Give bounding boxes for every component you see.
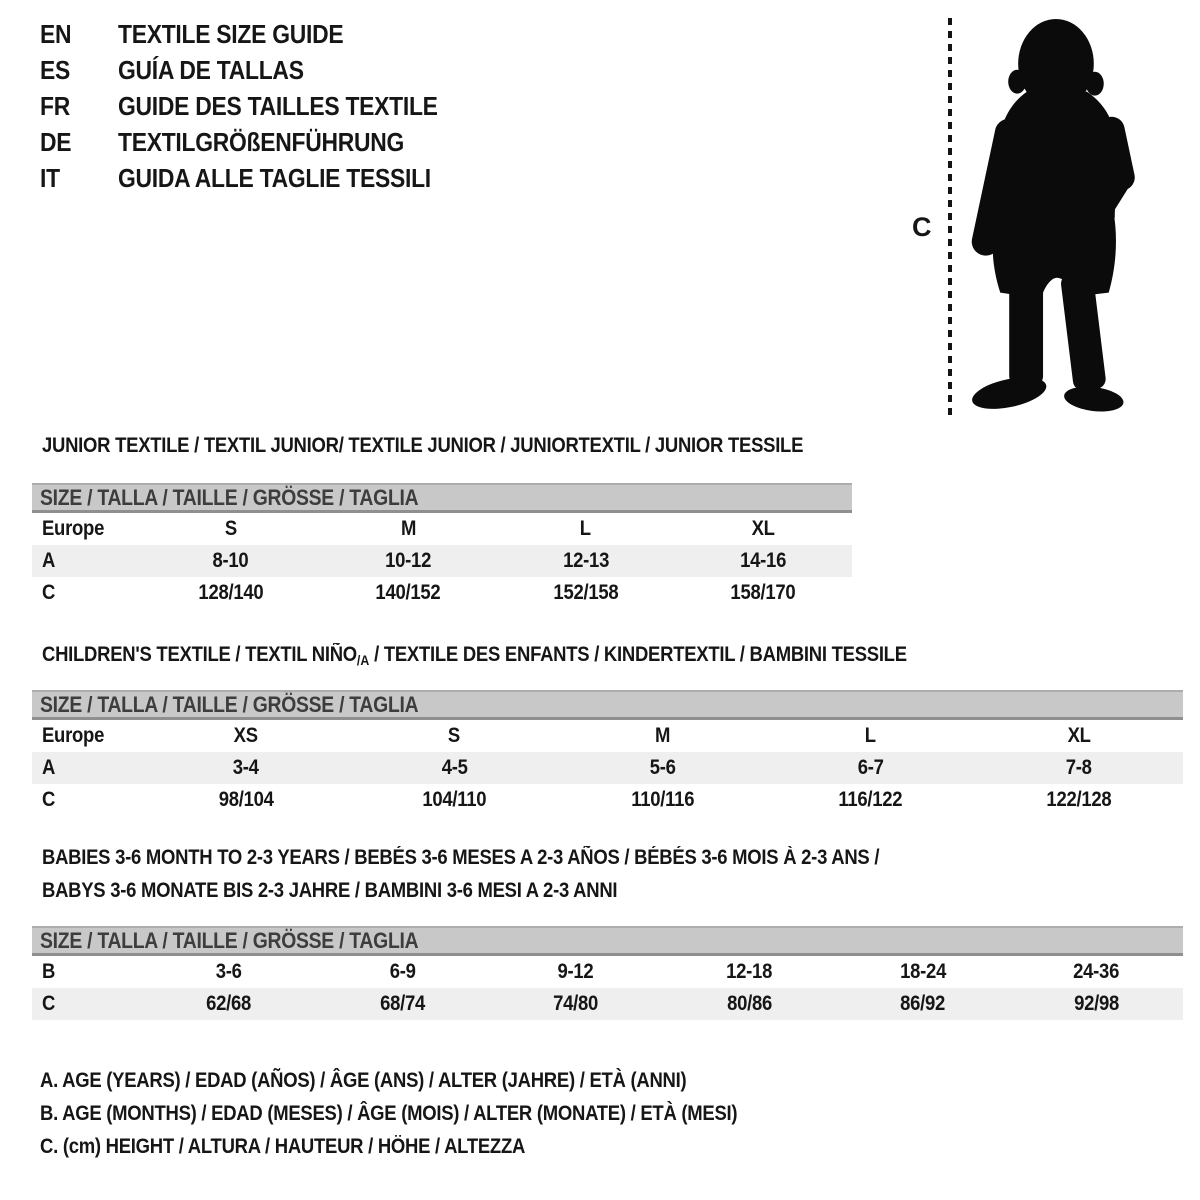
- age-months-cell: 12-18: [726, 960, 773, 983]
- language-title: TEXTILE SIZE GUIDE: [118, 18, 344, 49]
- age-months-cell: 6-9: [389, 960, 416, 983]
- size-header: SIZE / TALLA / TAILLE / GRÖSSE / TAGLIA: [40, 484, 419, 510]
- size-cell: L: [580, 517, 592, 540]
- height-cell: 128/140: [198, 581, 264, 604]
- language-title: GUIDE DES TAILLES TEXTILE: [118, 90, 438, 121]
- table-row-c: [32, 784, 1183, 816]
- age-months-cell: 9-12: [557, 960, 594, 983]
- babies-section-title-line1: BABIES 3-6 MONTH TO 2-3 YEARS / BEBÉS 3-6 MESES A 2-3 AÑOS / BÉBÉS 3-6 MOIS À 2-3 ANS /: [42, 846, 880, 869]
- legend-age-years: A. AGE (YEARS) / EDAD (AÑOS) / ÂGE (ANS) / ALTER (JAHRE) / ETÀ (ANNI): [40, 1069, 687, 1092]
- height-cell: 122/128: [1046, 788, 1112, 811]
- height-cell: 80/86: [726, 992, 772, 1015]
- size-cell: XL: [1067, 724, 1091, 747]
- size-cell: M: [654, 724, 671, 747]
- table-row-a: [32, 545, 852, 577]
- row-label: C: [42, 788, 56, 811]
- table-row-c: [32, 577, 852, 609]
- height-cell: 152/158: [553, 581, 619, 604]
- language-code: DE: [40, 126, 72, 157]
- children-section-title: CHILDREN'S TEXTILE / TEXTIL NIÑO/A / TEXTILE DES ENFANTS / KINDERTEXTIL / BAMBINI TESSILE: [42, 643, 907, 668]
- age-cell: 5-6: [649, 756, 676, 779]
- age-months-cell: 3-6: [215, 960, 242, 983]
- size-cell: XL: [751, 517, 775, 540]
- language-title: TEXTILGRÖßENFÜHRUNG: [118, 126, 405, 157]
- table-row-europe: [32, 513, 852, 545]
- age-months-cell: 24-36: [1073, 960, 1120, 983]
- size-header: SIZE / TALLA / TAILLE / GRÖSSE / TAGLIA: [40, 691, 419, 717]
- language-row-de: [40, 124, 481, 160]
- language-title: GUÍA DE TALLAS: [118, 54, 304, 85]
- language-title: GUIDA ALLE TAGLIE TESSILI: [118, 162, 431, 193]
- age-months-cell: 18-24: [899, 960, 946, 983]
- height-cell: 62/68: [206, 992, 252, 1015]
- row-label: Europe: [42, 724, 105, 747]
- age-cell: 14-16: [740, 549, 787, 572]
- height-cell: 86/92: [900, 992, 946, 1015]
- row-label: C: [42, 581, 56, 604]
- height-measure-dashed-line: [948, 18, 952, 418]
- junior-section-title: JUNIOR TEXTILE / TEXTIL JUNIOR/ TEXTILE JUNIOR / JUNIORTEXTIL / JUNIOR TESSILE: [42, 434, 804, 457]
- row-label: B: [42, 960, 56, 983]
- nino-a-subscript: /A: [356, 652, 370, 668]
- age-cell: 10-12: [385, 549, 432, 572]
- size-cell: M: [400, 517, 416, 540]
- height-cell: 68/74: [379, 992, 425, 1015]
- table-row-a: [32, 752, 1183, 784]
- toddler-silhouette-icon: [966, 14, 1138, 422]
- legend-height-cm: C. (cm) HEIGHT / ALTURA / HAUTEUR / HÖHE / ALTEZZA: [40, 1135, 526, 1158]
- age-cell: 8-10: [212, 549, 249, 572]
- table-row-europe: [32, 720, 1183, 752]
- row-label: A: [42, 756, 56, 779]
- age-cell: 12-13: [562, 549, 609, 572]
- height-cell: 98/104: [218, 788, 274, 811]
- height-measure-label: C: [912, 212, 932, 242]
- language-code: IT: [40, 162, 60, 193]
- size-header: SIZE / TALLA / TAILLE / GRÖSSE / TAGLIA: [40, 927, 419, 953]
- babies-size-table: [32, 926, 1183, 1020]
- legend-age-months: B. AGE (MONTHS) / EDAD (MESES) / ÂGE (MOIS) / ALTER (MONATE) / ETÀ (MESI): [40, 1102, 738, 1125]
- height-cell: 110/116: [631, 788, 694, 811]
- age-cell: 4-5: [441, 756, 468, 779]
- size-cell: L: [865, 724, 877, 747]
- height-cell: 74/80: [553, 992, 599, 1015]
- row-label: C: [42, 992, 56, 1015]
- age-cell: 7-8: [1065, 756, 1092, 779]
- row-label: Europe: [42, 517, 105, 540]
- language-row-es: [40, 52, 481, 88]
- language-code: ES: [40, 54, 71, 85]
- language-list: [40, 16, 481, 196]
- table-row-c: [32, 988, 1183, 1020]
- size-cell: S: [224, 517, 237, 540]
- language-row-it: [40, 160, 481, 196]
- height-cell: 116/122: [838, 788, 903, 811]
- height-cell: 140/152: [375, 581, 441, 604]
- language-code: EN: [40, 18, 72, 49]
- age-cell: 6-7: [857, 756, 884, 779]
- height-cell: 158/170: [730, 581, 796, 604]
- table-row-b: [32, 956, 1183, 988]
- children-size-table: [32, 690, 1183, 816]
- language-row-en: [40, 16, 481, 52]
- height-cell: 104/110: [422, 788, 487, 811]
- language-row-fr: [40, 88, 481, 124]
- size-cell: XS: [234, 724, 259, 747]
- junior-size-table: [32, 483, 852, 609]
- height-cell: 92/98: [1073, 992, 1119, 1015]
- babies-section-title-line2: BABYS 3-6 MONATE BIS 2-3 JAHRE / BAMBINI 3-6 MESI A 2-3 ANNI: [42, 879, 618, 902]
- language-code: FR: [40, 90, 70, 121]
- row-label: A: [42, 549, 56, 572]
- size-cell: S: [448, 724, 461, 747]
- age-cell: 3-4: [233, 756, 260, 779]
